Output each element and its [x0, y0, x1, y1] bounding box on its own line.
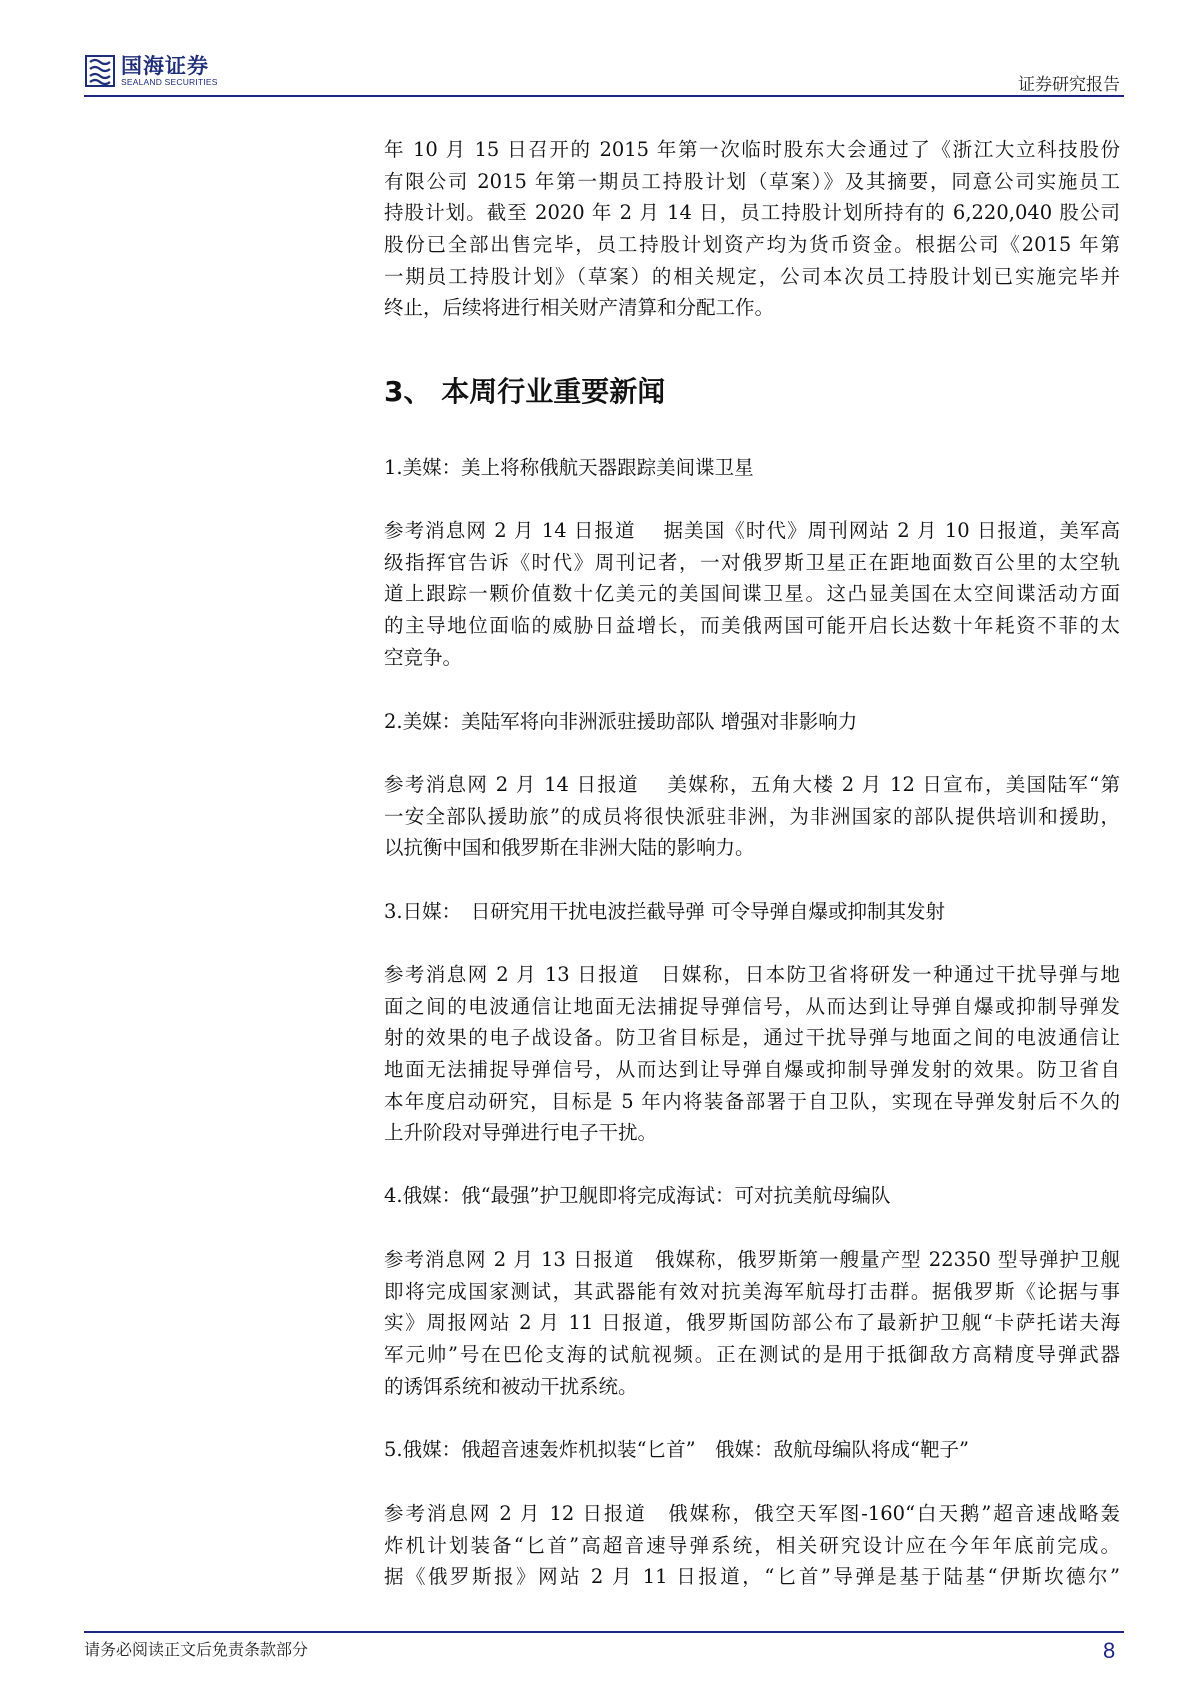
- news-title: 2.美媒：美陆军将向非洲派驻援助部队 增强对非影响力: [384, 710, 858, 733]
- sealand-logo-icon: [85, 54, 115, 88]
- paragraph-line: 参考消息网 2 月 12 日报道 俄媒称，俄空天军图-160“白天鹅”超音速战略轰: [384, 1502, 1120, 1525]
- news-body: [384, 769, 1120, 864]
- news-body: [384, 1498, 1120, 1593]
- news-title: 1.美媒：美上将称俄航天器跟踪美间谍卫星: [384, 456, 754, 479]
- disclaimer-note: 请务必阅读正文后免责条款部分: [84, 1640, 309, 1659]
- intro-paragraph: [384, 134, 1120, 324]
- paragraph-line: 一安全部队援助旅”的成员将很快派驻非洲，为非洲国家的部队提供培训和援助，: [384, 804, 1120, 828]
- paragraph-line: 军元帅”号在巴伦支海的试航视频。正在测试的是用于抵御敌方高精度导弹武器: [384, 1343, 1120, 1367]
- paragraph-line: 参考消息网 2 月 14 日报道 美媒称，五角大楼 2 月 12 日宣布，美国陆军“第: [384, 773, 1120, 796]
- news-title: 4.俄媒：俄“最强”护卫舰即将完成海试：可对抗美航母编队: [384, 1184, 891, 1207]
- paragraph-line: 地面无法捕捉导弹信号，从而达到让导弹自爆或抑制导弹发射的效果。防卫省自: [384, 1058, 1120, 1082]
- paragraph-line: 的诱饵系统和被动干扰系统。: [384, 1374, 638, 1398]
- logo-english-name: SEALAND SECURITIES: [121, 77, 218, 87]
- paragraph-line: 上升阶段对导弹进行电子干扰。: [384, 1121, 658, 1145]
- section-heading: 3、 本周行业重要新闻: [384, 375, 666, 408]
- paragraph-line: 道上跟踪一颗价值数十亿美元的美国间谍卫星。这凸显美国在太空间谍活动方面: [384, 582, 1120, 606]
- paragraph-line: 的主导地位面临的威胁日益增长，而美俄两国可能开启长达数十年耗资不菲的太: [384, 614, 1120, 638]
- paragraph-line: 据《俄罗斯报》网站 2 月 11 日报道，“匕首”导弹是基于陆基“伊斯坎德尔”: [384, 1565, 1120, 1589]
- page-number: 8: [1103, 1638, 1116, 1663]
- footer-divider: [84, 1631, 1124, 1633]
- paragraph-line: 本年度启动研究，目标是 5 年内将装备部署于自卫队，实现在导弹发射后不久的: [384, 1089, 1120, 1113]
- paragraph-line: 股份已全部出售完毕，员工持股计划资产均为货币资金。根据公司《2015 年第: [384, 233, 1120, 257]
- paragraph-line: 实》周报网站 2 月 11 日报道，俄罗斯国防部公布了最新护卫舰“卡萨托诺夫海: [384, 1311, 1120, 1335]
- news-title: 5.俄媒：俄超音速轰炸机拟装“匕首” 俄媒：敌航母编队将成“靶子”: [384, 1438, 969, 1461]
- logo-chinese-name: 国海证券: [121, 54, 209, 78]
- news-body: [384, 1244, 1120, 1402]
- paragraph-line: 参考消息网 2 月 14 日报道 据美国《时代》周刊网站 2 月 10 日报道，美军高: [384, 519, 1120, 542]
- paragraph-line: 炸机计划装备“匕首”高超音速导弹系统，相关研究设计应在今年年底前完成。: [384, 1533, 1120, 1557]
- paragraph-line: 参考消息网 2 月 13 日报道 俄媒称，俄罗斯第一艘量产型 22350 型导弹护卫舰: [384, 1248, 1120, 1271]
- paragraph-line: 射的效果的电子战设备。防卫省目标是，通过干扰导弹与地面之间的电波通信让: [384, 1026, 1120, 1050]
- paragraph-line: 以抗衡中国和俄罗斯在非洲大陆的影响力。: [384, 836, 755, 860]
- paragraph-line: 面之间的电波通信让地面无法捕捉导弹信号，从而达到让导弹自爆或抑制导弹发: [384, 994, 1120, 1018]
- paragraph-line: 空竞争。: [384, 645, 463, 669]
- paragraph-line: 有限公司 2015 年第一期员工持股计划（草案）》及其摘要，同意公司实施员工: [384, 169, 1120, 193]
- paragraph-line: 即将完成国家测试，其武器能有效对抗美海军航母打击群。据俄罗斯《论据与事: [384, 1279, 1120, 1303]
- company-logo: [85, 54, 218, 88]
- header-divider: [84, 95, 1124, 97]
- paragraph-line: 终止，后续将进行相关财产清算和分配工作。: [384, 296, 775, 320]
- paragraph-line: 一期员工持股计划》（草案）的相关规定，公司本次员工持股计划已实施完毕并: [384, 264, 1120, 288]
- report-type-label: 证券研究报告: [1018, 75, 1120, 95]
- news-body: [384, 515, 1120, 673]
- paragraph-line: 级指挥官告诉《时代》周刊记者，一对俄罗斯卫星正在距地面数百公里的太空轨: [384, 550, 1120, 574]
- paragraph-line: 参考消息网 2 月 13 日报道 日媒称，日本防卫省将研发一种通过干扰导弹与地: [384, 963, 1120, 986]
- news-title: 3.日媒： 日研究用干扰电波拦截导弹 可令导弹自爆或抑制其发射: [384, 900, 946, 923]
- news-body: [384, 959, 1120, 1149]
- paragraph-line: 持股计划。截至 2020 年 2 月 14 日，员工持股计划所持有的 6,220,040 股公司: [384, 201, 1120, 225]
- paragraph-line: 年 10 月 15 日召开的 2015 年第一次临时股东大会通过了《浙江大立科技股份: [384, 138, 1120, 161]
